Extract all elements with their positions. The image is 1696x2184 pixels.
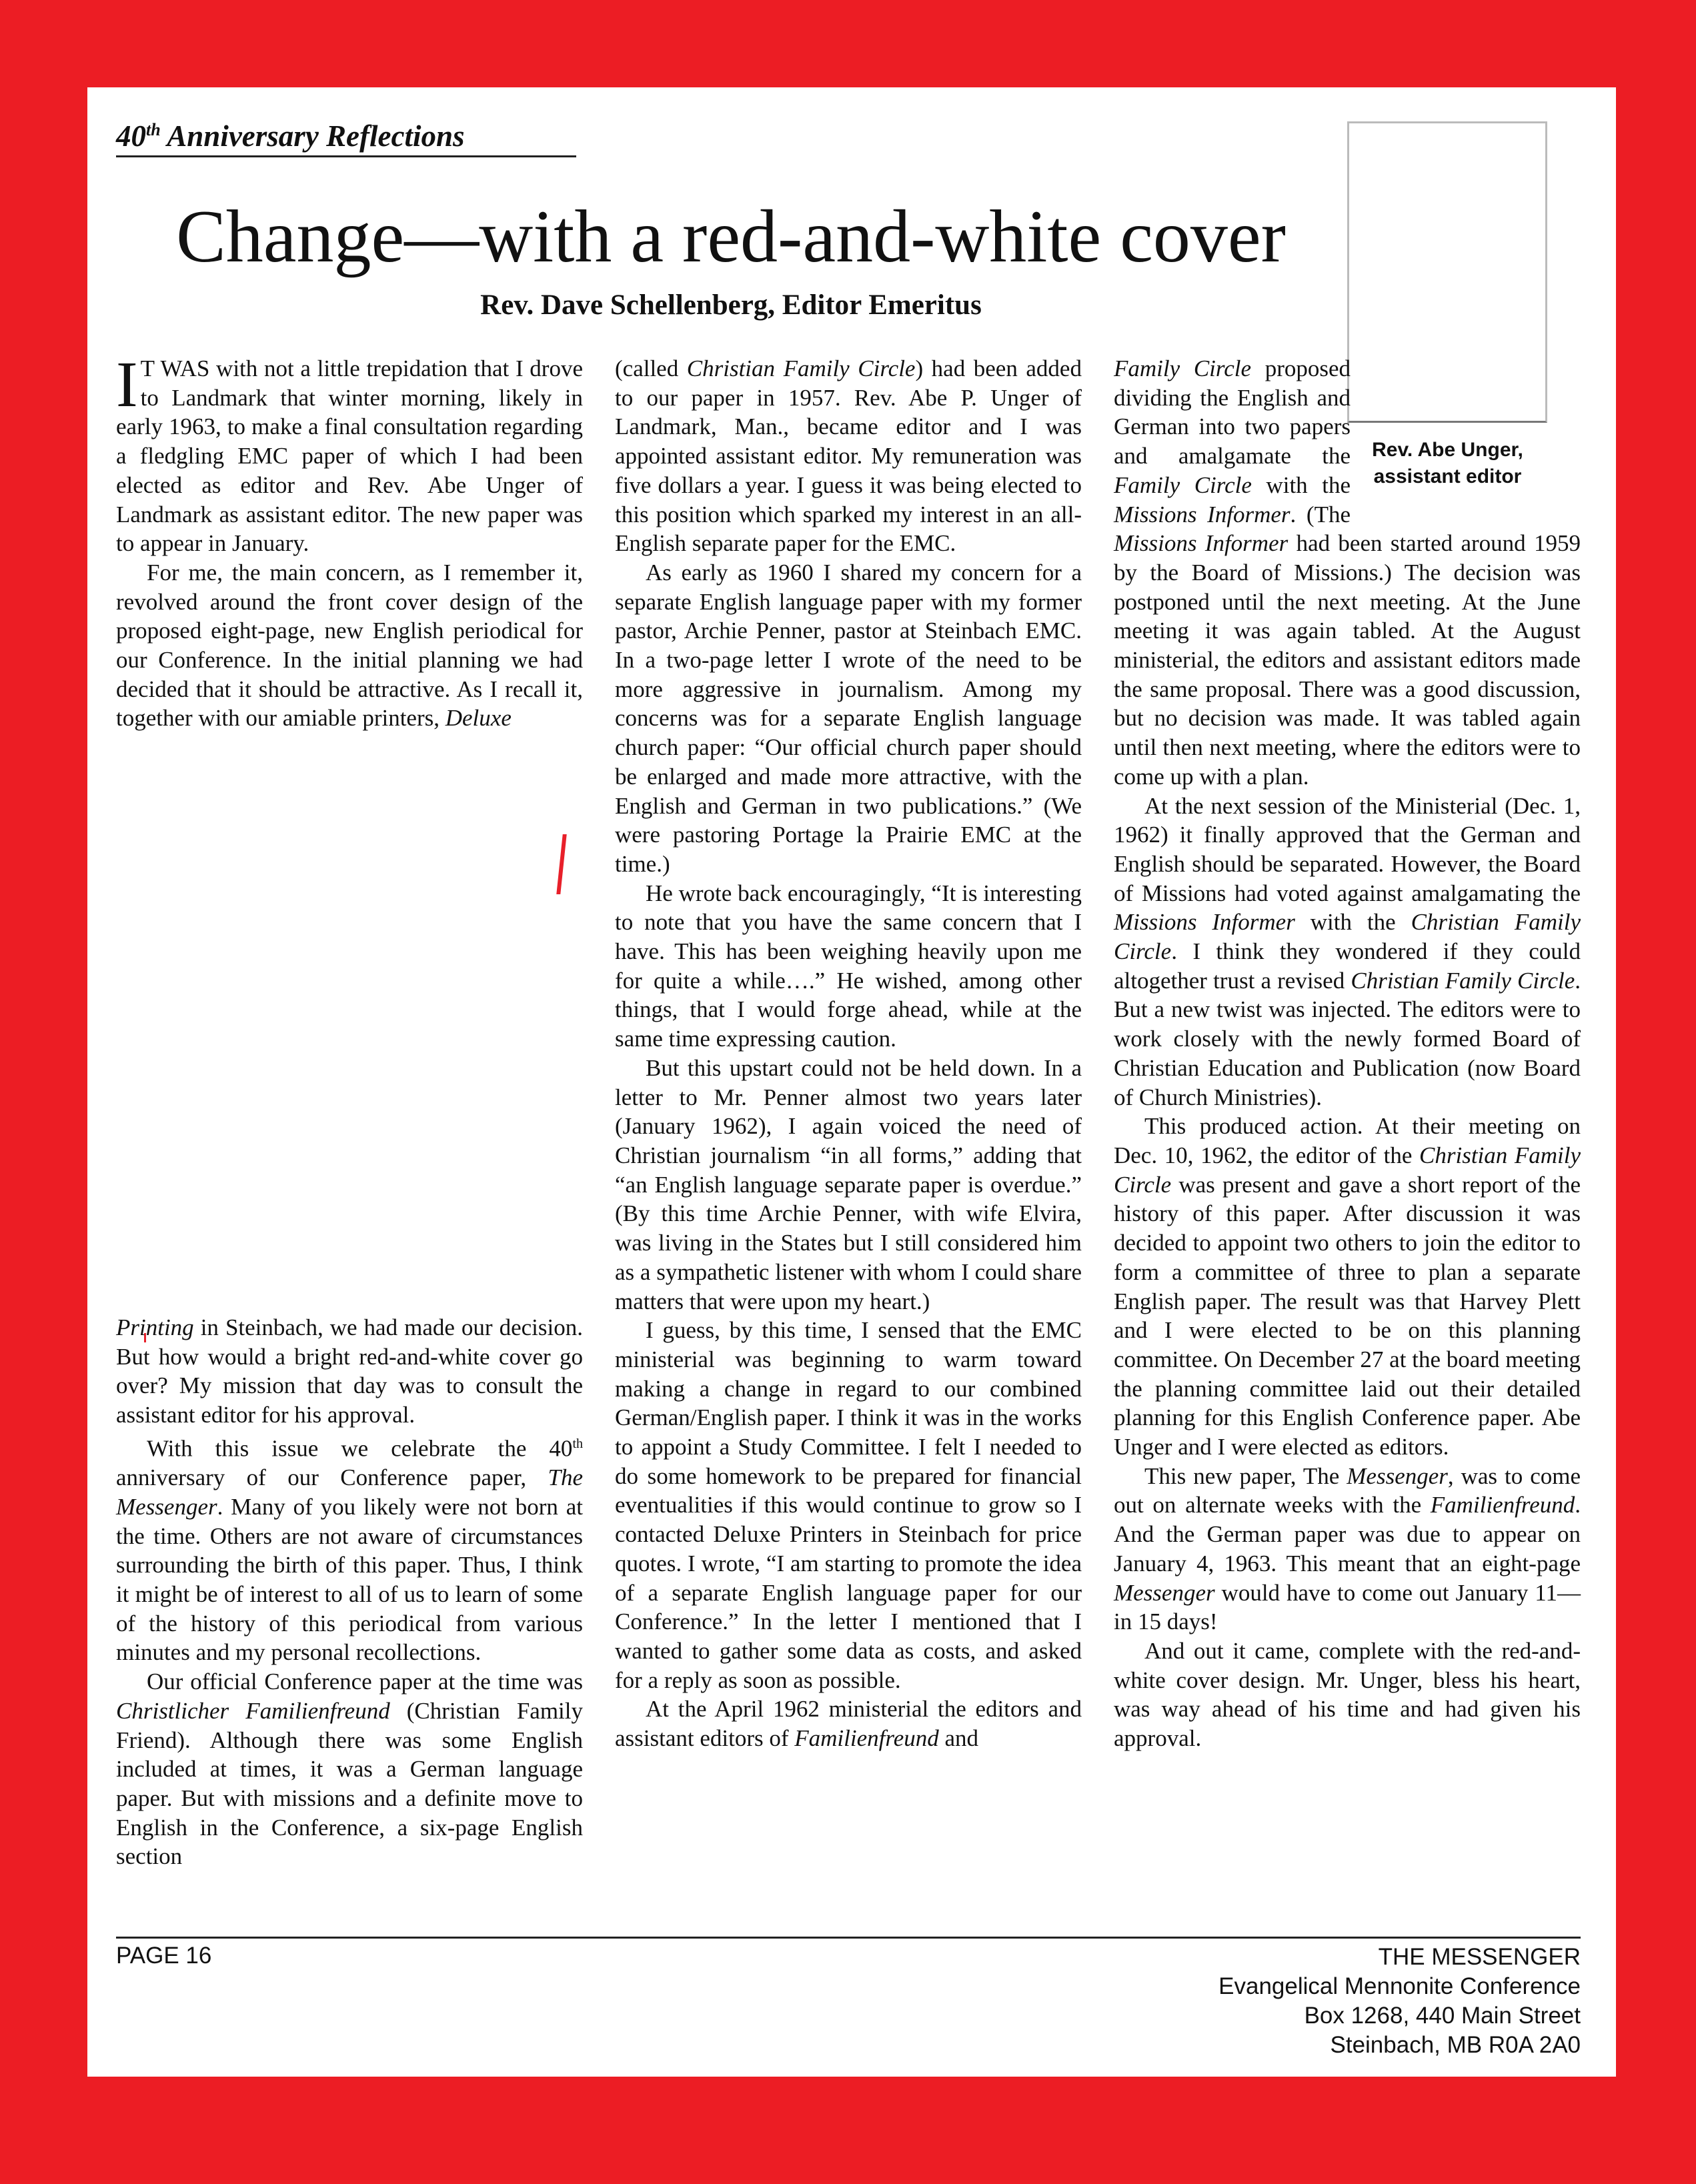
paragraph: But this upstart could not be held down. In a letter to Mr. Penner almost two years later (January 1962), I again voiced the need of Christian journalism “in all forms,” adding that “an English language separate paper is overdue.” (By this time Archie Penner, with wife Elvira, was living in the States but I still considered him as a sympathetic listener with whom I could share matters that were upon my heart.) [615,1054,1082,1314]
organization-name: Evangelical Mennonite Conference [1218,1973,1581,1999]
image-area [116,821,583,1301]
footer-rule [116,1937,1581,1939]
paragraph: As early as 1960 I shared my concern for a separate English language paper with my former pastor, Archie Penner, pastor at Steinbach EMC. In a two-page letter I wrote of the need to be more aggressive in journalism. Among my concerns was for a separate English language church paper: “Our official church paper should be enlarged and made more attractive, with the English and German in two publications.” (We were pastoring Portage la Prairie EMC at the time.) [615,559,1082,877]
red-mark [556,834,566,894]
section-kicker [116,119,576,157]
publisher-address [1218,1943,1581,2060]
paragraph: At the next session of the Ministerial (Dec. 1, 1962) it finally approved that the German and English should be separated. However, the Board of Missions had voted against amalgamating the Missions Informer with the Christian Family Circle. I think they wondered if they could altogether trust a revised Christian Family Circle. But a new twist was injected. The editors were to work closely with the newly formed Board of Christian Education and Publication (now Board of Church Ministries). [1114,792,1581,1110]
paragraph: At the April 1962 ministerial the editors and assistant editors of Familienfreund and [615,1696,1082,1752]
photo-wrap-space [1351,354,1581,529]
paragraph: Family Circle proposed dividing the English and German into two papers and amalgamate the Family Circle with the Missions Informer. (The Missions Informer had been started around 1959 by the Board of Missions.) The decision was postponed until the next meeting. At the June meeting it was again tabled. At the August ministerial, the editors and assistant editors made the same proposal. There was a good discussion, but no decision was made. It was tabled again until then next meeting, where the editors were to come up with a plan. [1114,355,1581,790]
paragraph: I T WAS with not a little trepidation that I drove to Landmark that winter morning, likely in early 1963, to make a final consultation regarding a fledgling EMC paper of which I had been elected as editor and Rev. Abe Unger of Landmark as assistant editor. The new paper was to appear in January. [116,349,583,557]
paragraph: With this issue we celebrate the 40th anniversary of our Conference paper, The Messenger. Many of you likely were not born at the time. Others are not aware of circumstances surrounding the birth of this paper. Thus, I think it might be of interest to all of us to learn of some of the history of this periodical from various minutes and my personal recollections. [116,1435,583,1666]
paragraph: This produced action. At their meeting on Dec. 10, 1962, the editor of the Christian Family Circle was present and gave a short report of the history of this paper. After discussion it was decided to appoint two others to join the editor to form a committee of three to plan a separate English paper. The result was that Harvey Plett and I were elected to be on this planning committee. On December 27 at the board meeting the planning committee laid out their detailed planning for this English Conference paper. Abe Unger and I were elected as editors. [1114,1113,1581,1460]
column-1-top [116,349,583,733]
publication-name: THE MESSENGER [1378,1944,1581,1970]
city-postal: Steinbach, MB R0A 2A0 [1330,2032,1581,2058]
column-2 [615,354,1082,1753]
kicker-number: 40 [116,119,146,153]
paragraph: And out it came, complete with the red-and-white cover design. Mr. Unger, bless his heart, was way ahead of his time and had given his approval. [1114,1637,1581,1752]
paragraph: I guess, by this time, I sensed that the EMC ministerial was beginning to warm toward making a change in regard to our combined German/English paper. I think it was in the works to appoint a Study Committee. I felt I needed to do some homework to be prepared for financial eventualities if this would continue to grow so I contacted Deluxe Printers in Steinbach for price quotes. I wrote, “I am starting to promote the idea of a separate English language paper for our Conference.” In the letter I mentioned that I wanted to gather some data as costs, and asked for a reply as soon as possible. [615,1317,1082,1693]
paragraph: This new paper, The Messenger, was to come out on alternate weeks with the Familienfreund. And the German paper was due to appear on January 4, 1963. This meant that an eight-page Messenger would have to come out January 11—in 15 days! [1114,1462,1581,1635]
caption-line-name: Rev. Abe Unger, [1372,439,1523,461]
kicker-ordinal: th [146,120,161,139]
column-3 [1114,354,1581,1753]
paragraph: (called Christian Family Circle) had been added to our paper in 1957. Rev. Abe P. Unger of Landmark, Man., became editor and I was appointed assistant editor. My remuneration was five dollars a year. I guess it was being elected to this position which sparked my interest in an all-English separate paper for the EMC. [615,355,1082,557]
paragraph: Our official Conference paper at the time was Christlicher Familienfreund (Christian Family Friend). Although there was some English included at times, it was a German language paper. But with missions and a definite move to English in the Conference, a six-page English section [116,1669,584,1870]
drop-cap: I [116,349,138,421]
magazine-page [87,87,1616,2077]
paragraph: He wrote back encouragingly, “It is interesting to note that you have the same concern that I have. This has been weighing heavily upon me for quite a while….” He wished, among other things, that I would forge ahead, while at the same time expressing caution. [615,880,1082,1052]
caption-line-role: assistant editor [1373,465,1522,487]
kicker-text: Anniversary Reflections [160,119,465,153]
paragraph: Printing in Steinbach, we had made our decision. But how would a bright red-and-white cover go over? My mission that day was to consult the assistant editor for his approval. [116,1314,583,1428]
article-title: Change—with a red-and-white cover [176,195,1286,278]
article-byline: Rev. Dave Schellenberg, Editor Emeritus [480,289,982,321]
page-number: PAGE 16 [116,1943,212,1969]
column-1-bottom [116,1313,583,1871]
paragraph: For me, the main concern, as I remember it, revolved around the front cover design of the proposed eight-page, new English periodical for our Conference. In the initial planning we had decided that it should be attractive. As I recall it, together with our amiable printers, Deluxe [116,559,583,732]
street-address: Box 1268, 440 Main Street [1304,2003,1581,2029]
